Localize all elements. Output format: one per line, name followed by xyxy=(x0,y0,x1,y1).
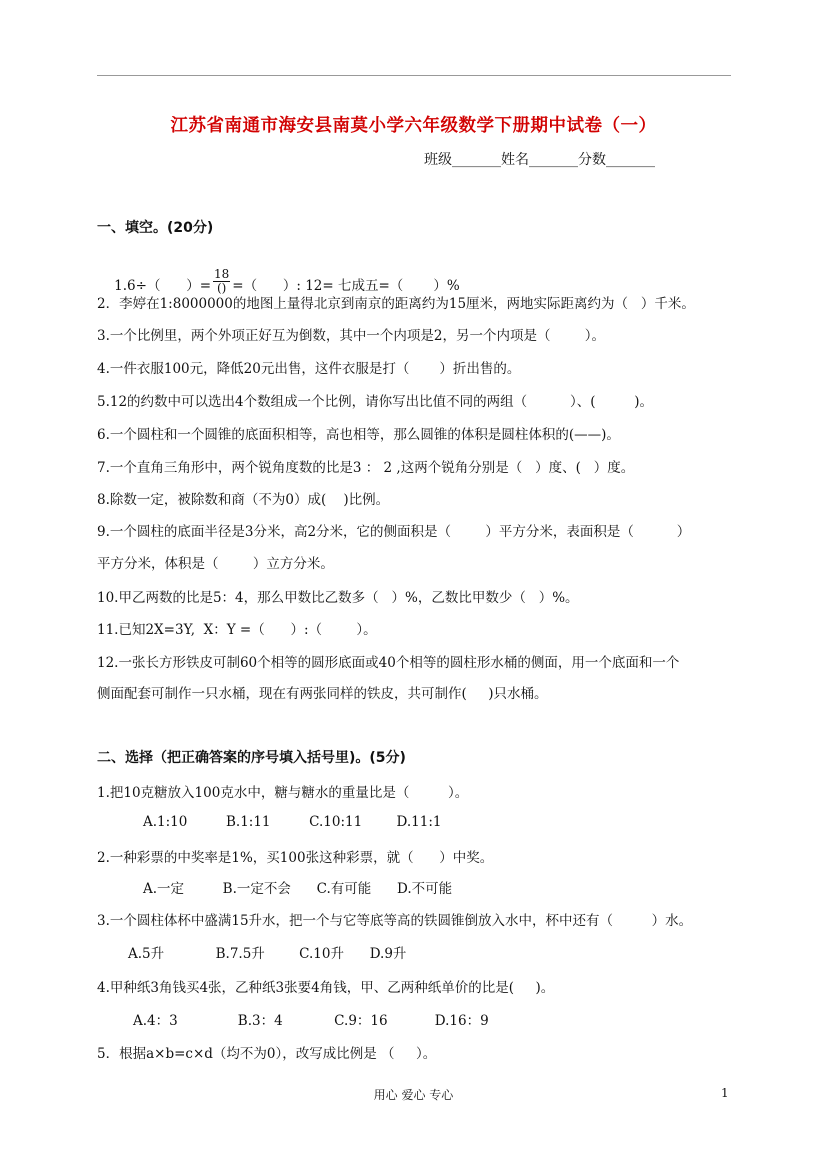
s1-question-12b: 侧面配套可制作一只水桶，现在有两张同样的铁皮，共可制作( )只水桶。 xyxy=(97,686,548,702)
section1-heading: 一、填空。(20分) xyxy=(97,220,214,236)
page-number: 1 xyxy=(721,1086,729,1100)
s1-question-12a: 12.一张长方形铁皮可制60个相等的圆形底面或40个相等的圆柱形水桶的侧面，用一个底面和一个 xyxy=(97,655,680,671)
page-footer: 用心 爱心 专心 xyxy=(373,1088,454,1102)
s1-question-3: 3.一个比例里，两个外项正好互为倒数，其中一个内项是2，另一个内项是（ ）。 xyxy=(97,328,606,344)
s2-question-5: 5．根据a×b=c×d（均不为0），改写成比例是 （ ）。 xyxy=(97,1046,437,1062)
s2-question-2: 2.一种彩票的中奖率是1%，买100张这种彩票，就（ ）中奖。 xyxy=(97,850,494,866)
page-title: 江苏省南通市海安县南莫小学六年级数学下册期中试卷（一） xyxy=(170,116,657,136)
s2-question-4: 4.甲种纸3角钱买4张，乙种纸3张要4角钱，甲、乙两种纸单价的比是( )。 xyxy=(97,980,555,996)
s1-q1-pre: 1.6÷（ ）= xyxy=(114,278,212,294)
s1-question-7: 7.一个直角三角形中，两个锐角度数的比是3 ： 2 ,这两个锐角分别是（ ）度、( ）度。 xyxy=(97,460,635,476)
s1-q1-post: =（ ）: 12= 七成五=（ ）% xyxy=(232,278,460,294)
s1-question-8: 8.除数一定，被除数和商（不为0）成( )比例。 xyxy=(97,492,390,508)
s2-question-1: 1.把10克糖放入100克水中，糖与糖水的重量比是（ ）。 xyxy=(97,785,469,801)
s1-question-10: 10.甲乙两数的比是5：4，那么甲数比乙数多（ ）%，乙数比甲数少（ ）%。 xyxy=(97,590,579,606)
student-info-line: 班级_______姓名_______分数_______ xyxy=(424,152,655,168)
s1-question-9b: 平方分米，体积是（ ）立方分米。 xyxy=(97,556,334,572)
s1-question-2: 2．李婷在1:8000000的地图上量得北京到南京的距离约为15厘米，两地实际距离约为（ ）千米。 xyxy=(97,296,695,312)
s2-question-1-options: A.1:10 B.1:11 C.10:11 D.11:1 xyxy=(143,814,442,830)
s2-question-4-options: A.4：3 B.3：4 C.9：16 D.16：9 xyxy=(133,1013,489,1029)
s2-question-3-options: A.5升 B.7.5升 C.10升 D.9升 xyxy=(128,946,407,962)
s1-q1-fraction xyxy=(213,268,230,294)
s1-question-5: 5.12的约数中可以选出4个数组成一个比例，请你写出比值不同的两组（ ）、( )。 xyxy=(97,394,653,410)
fraction-numerator: 18 xyxy=(214,267,230,282)
header-rule xyxy=(97,75,731,76)
s1-question-9a: 9.一个圆柱的底面半径是3分米，高2分米，它的侧面积是（ ）平方分米，表面积是（ ） xyxy=(97,524,691,540)
s1-question-11: 11.已知2X=3Y, X：Y =（ ）:（ ）。 xyxy=(97,622,377,638)
s1-question-6: 6.一个圆柱和一个圆锥的底面积相等，高也相等，那么圆锥的体积是圆柱体积的(——)。 xyxy=(97,427,620,443)
s1-question-4: 4.一件衣服100元，降低20元出售，这件衣服是打（ ）折出售的。 xyxy=(97,361,521,377)
s2-question-2-options: A.一定 B.一定不会 C.有可能 D.不可能 xyxy=(143,881,453,897)
s2-question-3: 3.一个圆柱体杯中盛满15升水，把一个与它等底等高的铁圆锥倒放入水中，杯中还有（ ）水。 xyxy=(97,913,693,929)
fraction-denominator: () xyxy=(216,281,227,295)
section2-heading: 二、选择（把正确答案的序号填入括号里)。(5分) xyxy=(97,750,406,766)
